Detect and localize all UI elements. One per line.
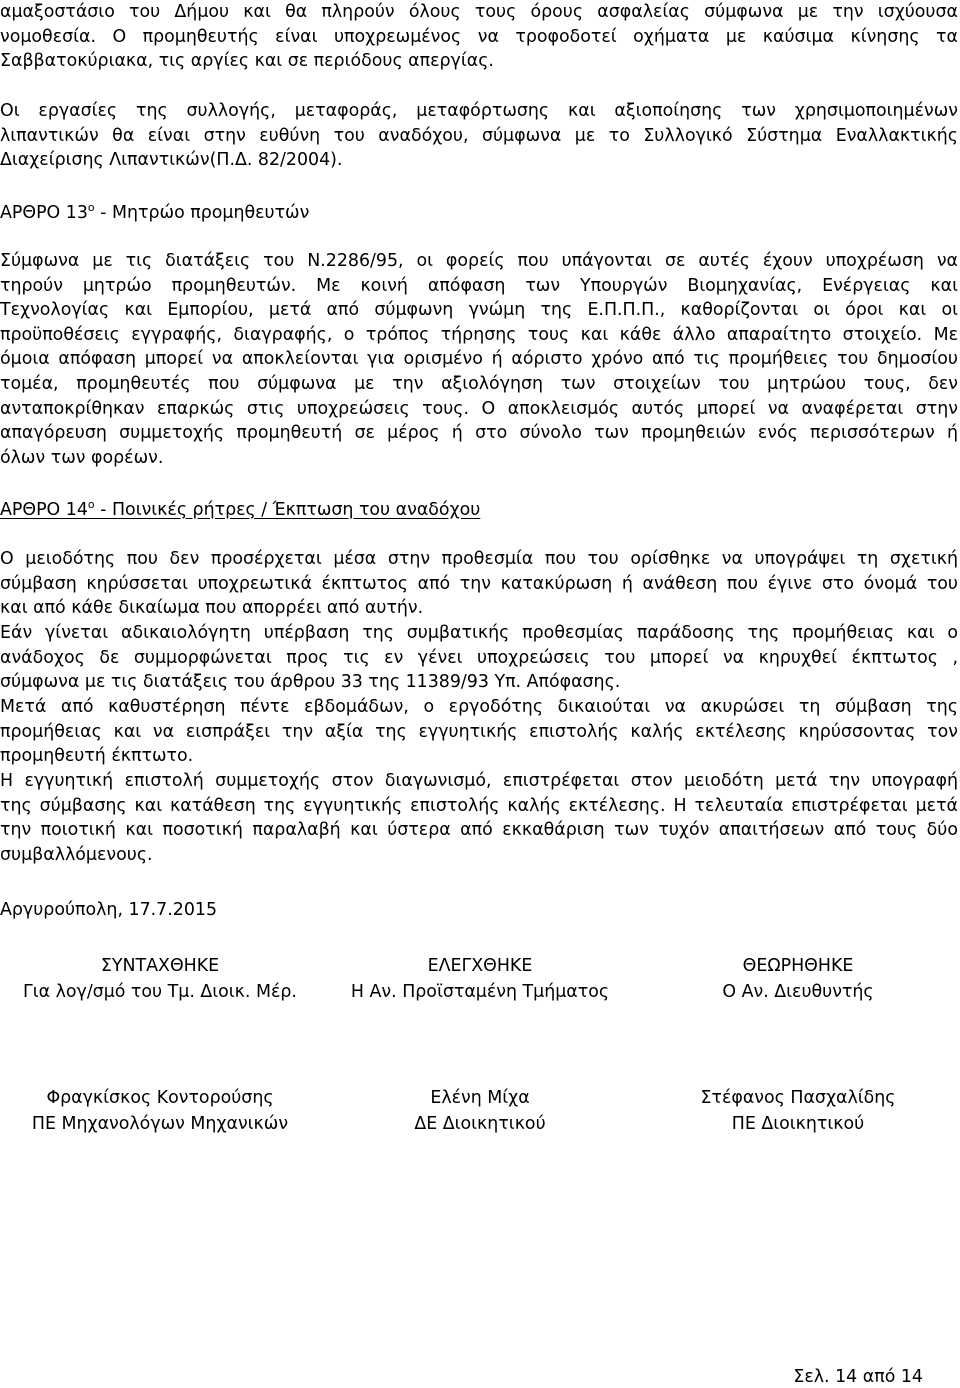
- text-line: αμαξοστάσιο του Δήμου και θα πληρούν όλους τους όρους ασφαλείας σύμφωνα με την ισχύουσα: [0, 2, 958, 22]
- text-line: απαγόρευση συμμετοχής προμηθευτή σε μέρος ή στο σύνολο των προμηθειών ενός περισσότερων ή: [0, 423, 958, 444]
- paragraph-guarantee-return: [0, 769, 958, 867]
- signature-title: ΠΕ Διοικητικού: [731, 1114, 865, 1134]
- signature-status: ΕΛΕΓΧΘΗΚΕ: [427, 956, 533, 976]
- signature-status: ΘΕΩΡΗΘΗΚΕ: [742, 956, 854, 976]
- signature-block-approved: [640, 953, 956, 1137]
- paragraph-lubricants: [0, 99, 958, 173]
- text-line: Σύμφωνα με τις διατάξεις του Ν.2286/95, οι φορείς που υπάγονται σε αυτές έχουν υποχρέωση να: [0, 251, 958, 271]
- article-13-prefix: ΑΡΘΡΟ 13: [0, 203, 88, 223]
- paragraph-fuel-supply: [0, 0, 958, 74]
- article-14-prefix: ΑΡΘΡΟ 14: [0, 500, 88, 520]
- text-line: Η εγγυητική επιστολή συμμετοχής στον διαγωνισμό, επιστρέφεται στον μειοδότη μετά την υπογραφή: [0, 771, 958, 791]
- text-line: Μετά από καθυστέρηση πέντε εβδομάδων, ο εργοδότης δικαιούται να ακυρώσει τη σύμβαση της: [0, 697, 958, 717]
- signature-role: Ο Αν. Διευθυντής: [722, 982, 874, 1002]
- article-13-heading: [0, 201, 309, 225]
- text-line: και από κάθε δικαίωμα που απορρέει από αυτήν.: [0, 598, 424, 619]
- paragraph-delay-cancellation: [0, 695, 958, 769]
- text-line: Εάν γίνεται αδικαιολόγητη υπέρβαση της συμβατικής προθεσμίας παράδοσης της προμήθειας και ο: [0, 623, 958, 643]
- signature-role: Η Αν. Προϊσταμένη Τμήματος: [350, 982, 610, 1002]
- article-13-title: - Μητρώο προμηθευτών: [94, 203, 310, 223]
- signature-name: Φραγκίσκος Κοντορούσης: [46, 1088, 274, 1108]
- article-14-sup: ο: [87, 498, 95, 511]
- place-date: Αργυρούπολη, 17.7.2015: [0, 900, 218, 920]
- text-line: τομέα, προμηθευτές που σύμφωνα με την αξιολόγηση των στοιχείων του μητρώου τους, δεν: [0, 373, 958, 394]
- text-line: προϋποθέσεις εγγραφής, διαγραφής, ο τρόπος τήρησης τους και κάθε άλλο απαραίτητο στοιχείο. Με: [0, 324, 958, 345]
- text-line: ανταποκρίθηκαν επαρκώς στις υποχρεώσεις τους. Ο αποκλεισμός αυτός μπορεί να αναφέρεται στην: [0, 398, 958, 419]
- signature-title: ΠΕ Μηχανολόγων Μηχανικών: [31, 1114, 289, 1134]
- text-line: προμηθευτή έκπτωτο.: [0, 746, 194, 767]
- article-14-heading: [0, 498, 480, 522]
- paragraph-contract-signing: [0, 547, 958, 621]
- text-line: νομοθεσία. Ο προμηθευτής είναι υποχρεωμένος να τροφοδοτεί οχήματα με καύσιμα κίνησης τα: [0, 26, 958, 47]
- text-line: σύμβαση κηρύσσεται υποχρεωτικά έκπτωτος από την κατακύρωση ή ανάθεση που έγινε στο όνομά του: [0, 573, 958, 594]
- page-number: Σελ. 14 από 14: [793, 1367, 923, 1387]
- text-line: λιπαντικών θα είναι στην ευθύνη του αναδόχου, σύμφωνα με το Συλλογικό Σύστημα Εναλλακτικής: [0, 125, 958, 146]
- text-line: την ποιοτική και ποσοτική παραλαβή και ύστερα από εκκαθάριση των τυχόν απαιτήσεων από τους δύο: [0, 820, 958, 841]
- text-line: Διαχείρισης Λιπαντικών(Π.Δ. 82/2004).: [0, 150, 343, 171]
- text-line: όμοια απόφαση μπορεί να αποκλείονται για ορισμένο ή αόριστο χρόνο από τις προμήθειες του δημοσίου: [0, 349, 958, 370]
- signature-name: Στέφανος Πασχαλίδης: [700, 1088, 896, 1108]
- text-line: της σύμβασης και κατάθεση της εγγυητικής επιστολής καλής εκτέλεσης. Η τελευταία επιστρέφεται μετά: [0, 795, 958, 816]
- signature-role: Για λογ/σμό του Τμ. Διοικ. Μέρ.: [23, 982, 297, 1002]
- text-line: Σαββατοκύριακα, τις αργίες και σε περιόδους απεργίας.: [0, 51, 494, 72]
- signature-status: ΣΥΝΤΑΧΘΗΚΕ: [100, 956, 220, 976]
- signature-title: ΔΕ Διοικητικού: [414, 1114, 546, 1134]
- article-14-title: - Ποινικές ρήτρες / Έκπτωση του αναδόχου: [94, 500, 481, 520]
- signature-block-compiled: [0, 953, 320, 1137]
- article-13-sup: ο: [87, 201, 95, 214]
- text-line: σύμφωνα με τις διατάξεις του άρθρου 33 της 11389/93 Υπ. Απόφασης.: [0, 672, 621, 693]
- text-line: ανάδοχος δε συμμορφώνεται προς τις εν γένει υποχρεώσεις του μπορεί να κηρυχθεί έκπτωτος ,: [0, 647, 958, 668]
- paragraph-supplier-registry: [0, 249, 958, 470]
- text-line: Οι εργασίες της συλλογής, μεταφοράς, μεταφόρτωσης και αξιοποίησης των χρησιμοποιημένων: [0, 101, 958, 121]
- paragraph-deadline-overrun: [0, 621, 958, 695]
- text-line: Τεχνολογίας και Εμπορίου, μετά από σύμφωνη γνώμη της Ε.Π.Π.Π., καθορίζονται οι όροι και οι: [0, 300, 958, 321]
- signature-block-checked: [320, 953, 640, 1137]
- text-line: προμήθειας και να εισπράξει την αξία της εγγυητικής επιστολής καλής εκτέλεσης κηρύσσοντας τον: [0, 721, 958, 742]
- text-line: τηρούν μητρώο προμηθευτών. Με κοινή απόφαση των Υπουργών Βιομηχανίας, Ενέργειας και: [0, 275, 958, 296]
- signature-name: Ελένη Μίχα: [430, 1088, 530, 1108]
- text-line: συμβαλλόμενους.: [0, 844, 153, 865]
- text-line: όλων των φορέων.: [0, 447, 164, 468]
- text-line: Ο μειοδότης που δεν προσέρχεται μέσα στην προθεσμία που του ορίσθηκε να υπογράψει τη σχετική: [0, 549, 958, 569]
